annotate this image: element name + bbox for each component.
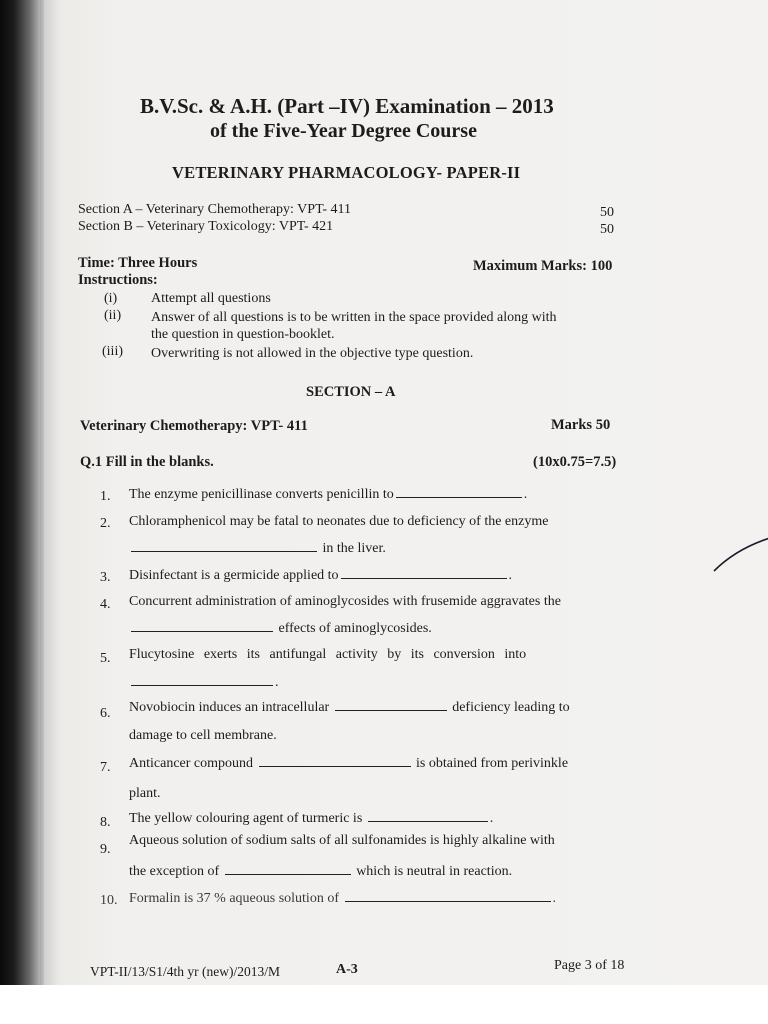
instruction-number: (i) [104, 291, 118, 306]
question-text-continued: . [129, 675, 279, 691]
answer-blank[interactable] [368, 820, 488, 822]
answer-blank[interactable] [131, 684, 273, 686]
question-text: Flucytosine exerts its antifungal activity by its conversion into [129, 647, 527, 662]
question-number: 10. [100, 893, 118, 908]
question-text: Concurrent administration of aminoglycosides with frusemide aggravates the [129, 594, 561, 609]
exam-title: B.V.Sc. & A.H. (Part –IV) Examination – 2013 [140, 94, 554, 118]
question-number: 3. [100, 570, 111, 585]
question-number: 7. [100, 760, 111, 775]
section-b-label: Section B – Veterinary Toxicology: VPT- 421 [78, 219, 334, 234]
question-text: The enzyme penicillinase converts penicillin to . [129, 487, 528, 502]
max-marks: Maximum Marks: 100 [473, 258, 613, 274]
instruction-number: (ii) [104, 308, 122, 323]
question-number: 4. [100, 597, 111, 612]
exam-time: Time: Three Hours [78, 255, 198, 271]
section-a-heading: SECTION – A [306, 384, 396, 400]
section-b-marks: 50 [600, 222, 614, 237]
question-text-continued: in the liver. [129, 541, 386, 557]
question-number: 5. [100, 651, 111, 666]
question-text: The yellow colouring agent of turmeric is . [129, 811, 494, 826]
exam-subtitle: of the Five-Year Degree Course [210, 120, 477, 142]
page-number: Page 3 of 18 [554, 958, 625, 973]
answer-blank[interactable] [335, 709, 447, 711]
question-text: Chloramphenicol may be fatal to neonates due to deficiency of the enzyme [129, 514, 549, 529]
question-number: 8. [100, 815, 111, 830]
instruction-text-continued: the question in question-booklet. [151, 327, 335, 342]
paper-code: VPT-II/13/S1/4th yr (new)/2013/M [90, 964, 280, 979]
section-a-label: Section A – Veterinary Chemotherapy: VPT- 411 [78, 202, 351, 217]
page-fold-shadow [40, 0, 44, 1024]
question-number: 2. [100, 516, 111, 531]
q1-label: Q.1 Fill in the blanks. [80, 454, 214, 470]
answer-blank[interactable] [225, 873, 351, 875]
answer-blank[interactable] [259, 765, 411, 767]
answer-blank[interactable] [396, 496, 522, 498]
section-a-subject: Veterinary Chemotherapy: VPT- 411 [80, 418, 308, 434]
instruction-number: (iii) [102, 344, 123, 359]
question-number: 6. [100, 706, 111, 721]
question-text-continued: damage to cell membrane. [129, 728, 277, 743]
answer-blank[interactable] [341, 577, 507, 579]
question-text: Disinfectant is a germicide applied to . [129, 568, 513, 583]
question-text: Aqueous solution of sodium salts of all sulfonamides is highly alkaline with [129, 833, 555, 848]
answer-blank[interactable] [131, 630, 273, 632]
q1-marks: (10x0.75=7.5) [533, 454, 617, 470]
question-number: 9. [100, 842, 111, 857]
question-text: Anticancer compound is obtained from perivinkle [129, 756, 569, 771]
pen-stroke-mark [712, 535, 768, 575]
instruction-text: Overwriting is not allowed in the objective type question. [151, 346, 474, 361]
instruction-text: Attempt all questions [151, 291, 271, 306]
section-a-marks: 50 [600, 205, 614, 220]
instruction-text: Answer of all questions is to be written in the space provided along with [151, 310, 557, 325]
question-text-continued: effects of aminoglycosides. [129, 621, 432, 637]
section-a-marks-total: Marks 50 [551, 417, 611, 433]
paper-subject: VETERINARY PHARMACOLOGY- PAPER-II [172, 163, 521, 182]
answer-blank[interactable] [131, 550, 317, 552]
page-ref: A-3 [336, 962, 358, 977]
answer-blank[interactable] [345, 900, 551, 902]
question-text: Formalin is 37 % aqueous solution of . [129, 891, 556, 906]
question-text-continued: the exception of which is neutral in reaction. [129, 864, 513, 879]
question-text: Novobiocin induces an intracellular deficiency leading to [129, 700, 570, 715]
instructions-heading: Instructions: [78, 272, 158, 288]
scan-bottom-margin [0, 985, 768, 1024]
question-text-continued: plant. [129, 786, 161, 801]
question-number: 1. [100, 489, 111, 504]
